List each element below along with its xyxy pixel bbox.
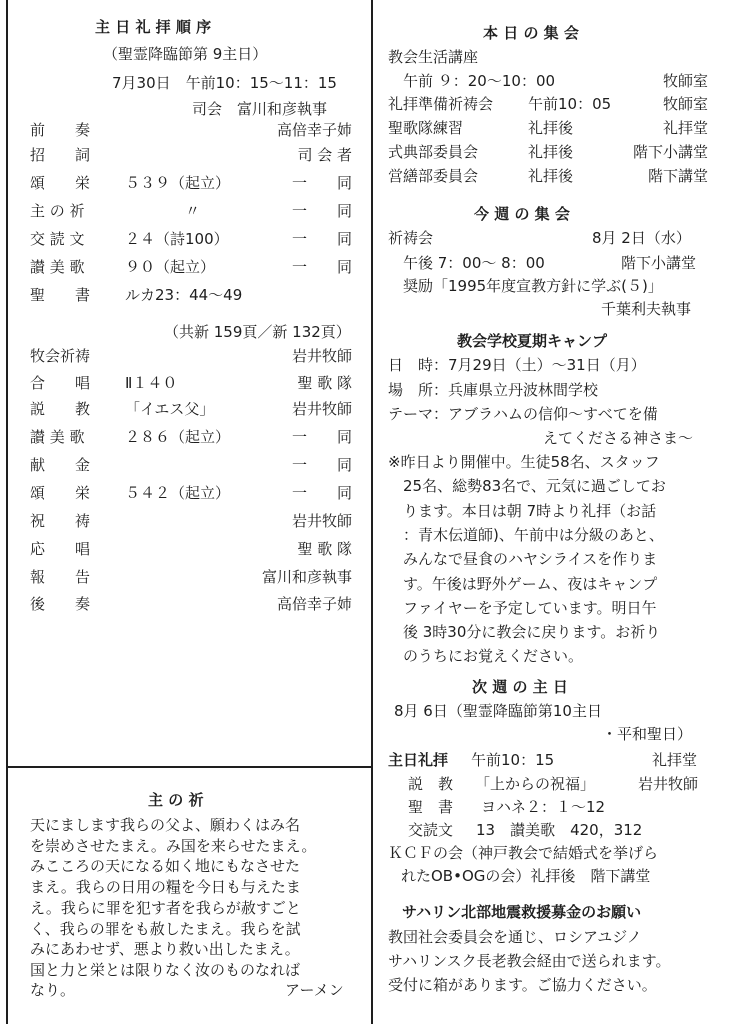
order-item: 祝 祷: [30, 512, 91, 530]
week-line1-right: 8月 2日（水）: [592, 229, 691, 247]
prayer-line: く、我らの罪をも赦したまえ。我らを試: [30, 919, 301, 938]
today-row-mid: 午前10：05: [528, 95, 612, 113]
left-frame-line: [6, 0, 8, 1024]
order-item: 報 告: [30, 568, 91, 586]
kcf-line1: ＫＣＦの会（神戸教会で結婚式を挙げら: [388, 844, 659, 862]
today-row-right: 階下講堂: [647, 167, 708, 185]
order-detail: ２４（詩100）: [125, 230, 229, 248]
appeal-line: 受付に箱があります。ご協力ください。: [388, 976, 657, 994]
order-item: 牧会祈祷: [30, 347, 91, 365]
order-title: 主 日 礼 拝 順 序: [95, 18, 212, 36]
camp-note-line: ファイヤーを予定しています。明日午: [388, 598, 657, 617]
camp-place-line: 場 所：兵庫県立丹波林間学校: [388, 381, 599, 399]
today-row-left: 聖歌隊練習: [388, 119, 464, 137]
prayer-title: 主 の 祈: [148, 791, 204, 809]
next-worship-right: 礼拝堂: [652, 751, 698, 769]
today-row-mid: 礼拝後: [528, 143, 574, 161]
order-item: 交 読 文: [30, 230, 85, 248]
order-person: 一 同: [291, 202, 352, 220]
order-item: 前 奏: [30, 121, 91, 139]
order-person: 一 同: [291, 428, 352, 446]
today-row-right: 牧師室: [662, 95, 708, 113]
camp-note-line: のうちにお覚えください。: [388, 647, 584, 666]
order-person: 聖 歌 隊: [297, 374, 352, 392]
order-person: 一 同: [291, 456, 352, 474]
prayer-line: みこころの天になる如く地にもなさせた: [30, 857, 301, 876]
order-item: 応 唱: [30, 540, 91, 558]
next-date-line2: ・平和聖日）: [602, 725, 693, 743]
camp-theme-line1: テーマ：アブラハムの信仰〜すべてを備: [388, 405, 658, 423]
order-item: 主 の 祈: [30, 202, 85, 220]
next-sermon-left: 説 教: [408, 775, 454, 793]
left-section-divider: [8, 766, 371, 768]
order-date-line: 7月30日 午前10：15〜11：15: [112, 74, 337, 92]
order-detail: ５４２（起立）: [125, 484, 231, 502]
order-item: 讃 美 歌: [30, 428, 85, 446]
scripture-pages: （共新 159頁／新 132頁）: [164, 323, 351, 341]
order-detail: ５３９（起立）: [125, 174, 231, 192]
camp-note-line: ：青木伝道師)、午前中は分級のあと、: [388, 525, 664, 544]
today-row-right: 階下小講堂: [632, 143, 708, 161]
order-detail: ルカ23：44〜49: [125, 286, 243, 304]
order-person: 岩井牧師: [291, 512, 352, 530]
order-detail: 〃: [125, 202, 201, 220]
next-scripture-left: 聖 書: [408, 798, 454, 816]
order-detail: ２８６（起立）: [125, 428, 231, 446]
today-row-left: 営繕部委員会: [388, 167, 479, 185]
order-detail: 「イエス父」: [125, 400, 215, 418]
order-person: 富川和彦執事: [261, 568, 352, 586]
order-item: 頌 栄: [30, 174, 91, 192]
order-detail: ９０（起立）: [125, 258, 216, 276]
appeal-title: サハリン北部地震救援募金のお願い: [402, 903, 642, 921]
order-person: 一 同: [291, 484, 352, 502]
today-row-right: 礼拝堂: [662, 119, 708, 137]
next-date-line: 8月 6日（聖霊降臨節第10主日: [394, 702, 602, 720]
today-row-left: 教会生活講座: [388, 48, 479, 66]
prayer-last-line: なり。: [30, 981, 76, 999]
order-item: 献 金: [30, 456, 91, 474]
order-person: 一 同: [291, 174, 352, 192]
next-worship-left: 主日礼拝: [388, 751, 449, 769]
order-presider-line: 司会 富川和彦執事: [192, 100, 328, 118]
today-row-mid: 礼拝後: [528, 167, 574, 185]
order-item: 合 唱: [30, 374, 91, 392]
week-line2-left: 午後 7：00〜 8：00: [388, 254, 545, 272]
week-title: 今 週 の 集 会: [474, 205, 570, 223]
prayer-line: え。我らに罪を犯す者を我らが赦すごと: [30, 898, 301, 917]
week-line2-right: 階下小講堂: [621, 254, 697, 272]
order-person: 聖 歌 隊: [297, 540, 352, 558]
order-item: 頌 栄: [30, 484, 91, 502]
today-row-right: 牧師室: [662, 72, 708, 90]
order-item: 讃 美 歌: [30, 258, 85, 276]
next-worship-mid: 午前10：15: [471, 751, 555, 769]
order-detail: Ⅱ１４０: [125, 374, 178, 392]
prayer-line: まえ。我らの日用の糧を今日も与えたま: [30, 878, 301, 897]
order-person: 岩井牧師: [291, 400, 352, 418]
today-row-left: 午前 ９：20〜10：00: [388, 72, 556, 90]
center-divider-line: [371, 0, 373, 1024]
next-title: 次 週 の 主 日: [472, 678, 568, 696]
today-row-mid: 礼拝後: [528, 119, 574, 137]
appeal-line: 教団社会委員会を通じ、ロシアユジノ: [388, 928, 642, 946]
order-person: 一 同: [291, 258, 352, 276]
camp-note-line: 後 3時30分に教会に戻ります。お祈り: [388, 623, 661, 642]
camp-title: 教会学校夏期キャンプ: [457, 332, 608, 350]
order-subtitle: （聖霊降臨節第 9主日）: [103, 45, 268, 63]
appeal-line: サハリンスク長老教会経由で送られます。: [388, 952, 671, 970]
order-person: 高倍幸子姉: [276, 595, 352, 613]
prayer-line: を崇めさせたまえ。み国を来らせたまえ。: [30, 836, 317, 855]
next-scripture-mid: ヨハネ２：１〜12: [481, 798, 606, 816]
prayer-amen: アーメン: [285, 981, 344, 999]
camp-note-line: ※昨日より開催中。生徒58名、スタッフ: [388, 453, 660, 471]
order-item: 説 教: [30, 400, 91, 418]
next-sermon-right: 岩井牧師: [638, 775, 699, 793]
camp-date-line: 日 時：7月29日（土）〜31日（月）: [388, 356, 646, 374]
order-item: 後 奏: [30, 595, 91, 613]
week-line1-left: 祈祷会: [388, 229, 434, 247]
camp-note-line: す。午後は野外ゲーム、夜はキャンプ: [388, 574, 658, 593]
order-item: 招 詞: [30, 146, 91, 164]
today-title: 本 日 の 集 会: [483, 24, 579, 42]
prayer-line: みにあわせず、悪より救い出したまえ。: [30, 940, 300, 959]
prayer-line: 国と力と栄とは限りなく汝のものなれば: [30, 960, 301, 979]
prayer-line: 天にまします我らの父よ、願わくはみ名: [30, 816, 301, 834]
today-row-left: 式典部委員会: [388, 143, 479, 161]
camp-note-line: みんなで昼食のハヤシライスを作りま: [388, 550, 658, 569]
order-person: 高倍幸子姉: [276, 121, 352, 139]
order-item: 聖 書: [30, 286, 91, 304]
week-line4: 千葉利夫執事: [601, 300, 692, 318]
camp-note-line: 25名、総勢83名で、元気に過ごしてお: [388, 477, 666, 496]
order-person: 岩井牧師: [291, 347, 352, 365]
next-reading-left: 交読文: [408, 821, 454, 839]
order-person: 司 会 者: [297, 146, 352, 164]
camp-note-line: ります。本日は朝 7時より礼拝（お話: [388, 501, 657, 520]
next-reading-mid: 13 讃美歌 420，312: [476, 821, 643, 839]
week-line3: 奨励「1995年度宣教方針に学ぶ(５)」: [388, 277, 663, 295]
next-sermon-mid: 「上からの祝福」: [475, 775, 596, 793]
camp-theme-line2: えてくださる神さま〜: [543, 429, 694, 447]
order-person: 一 同: [291, 230, 352, 248]
kcf-line2: れたOB•OGの会）礼拝後 階下講堂: [401, 867, 651, 885]
today-row-left: 礼拝準備祈祷会: [388, 95, 494, 113]
